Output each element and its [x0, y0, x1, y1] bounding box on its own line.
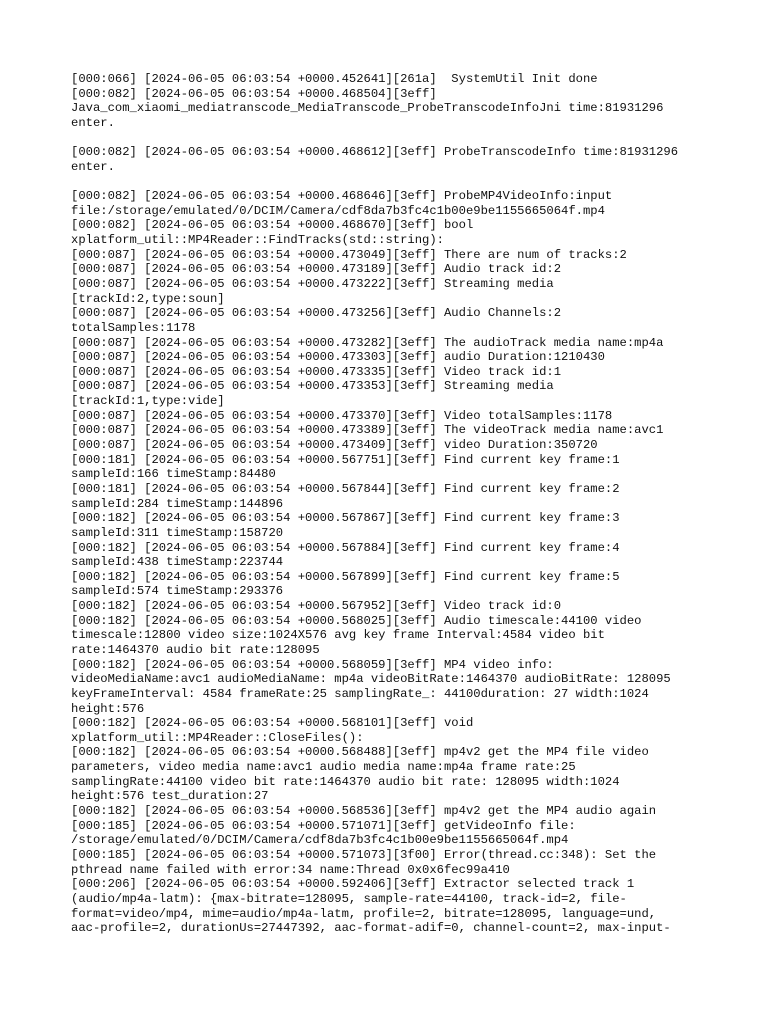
log-line: [000:066] [2024-06-05 06:03:54 +0000.452641][261a] SystemUtil Init done [71, 72, 598, 86]
log-line: [000:082] [2024-06-05 06:03:54 +0000.468504][3eff] [71, 86, 437, 101]
log-text-block [71, 72, 728, 936]
log-line: [000:206] [2024-06-05 06:03:54 +0000.592406][3eff] Extractor selected track 1 [71, 877, 635, 892]
log-line: file:/storage/emulated/0/DCIM/Camera/cdf8da7b3fc4c1b00e9be1155665064f.mp4 [71, 203, 605, 218]
log-line: [000:185] [2024-06-05 06:03:54 +0000.571071][3eff] getVideoInfo file: [71, 818, 576, 833]
log-line: xplatform_util::MP4Reader::FindTracks(std::string): [71, 233, 444, 248]
log-line: pthread name failed with error:34 name:Thread 0x0x6fec99a410 [71, 862, 510, 877]
log-line: [trackId:2,type:soun] [71, 291, 225, 306]
log-line: [000:082] [2024-06-05 06:03:54 +0000.468646][3eff] ProbeMP4VideoInfo:input [71, 189, 613, 204]
log-line: samplingRate:44100 video bit rate:1464370 audio bit rate: 128095 width:1024 [71, 774, 620, 789]
log-line: sampleId:438 timeStamp:223744 [71, 555, 284, 570]
log-line: [000:087] [2024-06-05 06:03:54 +0000.473353][3eff] Streaming media [71, 379, 554, 394]
log-line: [000:087] [2024-06-05 06:03:54 +0000.473409][3eff] video Duration:350720 [71, 438, 598, 453]
log-line: [000:082] [2024-06-05 06:03:54 +0000.468612][3eff] ProbeTranscodeInfo time:81931296 [71, 145, 679, 160]
log-line: Java_com_xiaomi_mediatranscode_MediaTranscode_ProbeTranscodeInfoJni time:81931296 [71, 101, 664, 116]
log-line: sampleId:311 timeStamp:158720 [71, 525, 284, 540]
log-line: [000:182] [2024-06-05 06:03:54 +0000.568059][3eff] MP4 video info: [71, 657, 554, 672]
log-line: height:576 test_duration:27 [71, 789, 269, 804]
log-line: [000:087] [2024-06-05 06:03:54 +0000.473282][3eff] The audioTrack media name:mp4a [71, 335, 664, 350]
log-line: [000:181] [2024-06-05 06:03:54 +0000.567751][3eff] Find current key frame:1 [71, 452, 620, 467]
log-line: videoMediaName:avc1 audioMediaName: mp4a videoBitRate:1464370 audioBitRate: 128095 [71, 672, 671, 687]
log-line: [000:182] [2024-06-05 06:03:54 +0000.567952][3eff] Video track id:0 [71, 599, 562, 614]
log-line: [000:182] [2024-06-05 06:03:54 +0000.568025][3eff] Audio timescale:44100 video [71, 613, 642, 628]
log-line: aac-profile=2, durationUs=27447392, aac-format-adif=0, channel-count=2, max-input- [71, 921, 671, 936]
log-line: [000:182] [2024-06-05 06:03:54 +0000.567884][3eff] Find current key frame:4 [71, 540, 620, 555]
log-line: (audio/mp4a-latm): {max-bitrate=128095, sample-rate=44100, track-id=2, file- [71, 891, 627, 906]
log-line: sampleId:574 timeStamp:293376 [71, 584, 284, 599]
log-line: [000:185] [2024-06-05 06:03:54 +0000.571073][3f00] Error(thread.cc:348): Set the [71, 847, 657, 862]
log-line: [000:182] [2024-06-05 06:03:54 +0000.567899][3eff] Find current key frame:5 [71, 569, 620, 584]
log-line: format=video/mp4, mime=audio/mp4a-latm, profile=2, bitrate=128095, language=und, [71, 906, 657, 921]
log-line: enter. [71, 159, 115, 174]
log-line: [000:087] [2024-06-05 06:03:54 +0000.473335][3eff] Video track id:1 [71, 364, 562, 379]
log-line: [000:087] [2024-06-05 06:03:54 +0000.473256][3eff] Audio Channels:2 [71, 306, 562, 321]
log-line: sampleId:284 timeStamp:144896 [71, 496, 284, 511]
log-line: parameters, video media name:avc1 audio media name:mp4a frame rate:25 [71, 760, 576, 775]
log-line: [000:087] [2024-06-05 06:03:54 +0000.473189][3eff] Audio track id:2 [71, 262, 562, 277]
log-line: height:576 [71, 701, 145, 716]
log-line: [000:181] [2024-06-05 06:03:54 +0000.567844][3eff] Find current key frame:2 [71, 481, 620, 496]
log-line: [000:087] [2024-06-05 06:03:54 +0000.473370][3eff] Video totalSamples:1178 [71, 408, 613, 423]
blank-line [71, 174, 728, 189]
log-line: [000:087] [2024-06-05 06:03:54 +0000.473222][3eff] Streaming media [71, 276, 554, 291]
log-line: timescale:12800 video size:1024X576 avg key frame Interval:4584 video bit [71, 628, 605, 643]
log-line: totalSamples:1178 [71, 320, 196, 335]
log-line: [000:182] [2024-06-05 06:03:54 +0000.568536][3eff] mp4v2 get the MP4 audio again [71, 804, 657, 819]
log-line: [000:182] [2024-06-05 06:03:54 +0000.567867][3eff] Find current key frame:3 [71, 511, 620, 526]
log-line: /storage/emulated/0/DCIM/Camera/cdf8da7b3fc4c1b00e9be1155665064f.mp4 [71, 833, 569, 848]
log-line: xplatform_util::MP4Reader::CloseFiles(): [71, 730, 364, 745]
log-line: enter. [71, 115, 115, 130]
log-line: [000:082] [2024-06-05 06:03:54 +0000.468670][3eff] bool [71, 218, 474, 233]
log-line: [000:182] [2024-06-05 06:03:54 +0000.568101][3eff] void [71, 716, 474, 731]
log-line: sampleId:166 timeStamp:84480 [71, 467, 276, 482]
blank-line [71, 131, 728, 146]
log-line: [000:087] [2024-06-05 06:03:54 +0000.473389][3eff] The videoTrack media name:avc1 [71, 423, 664, 438]
log-line: [000:087] [2024-06-05 06:03:54 +0000.473303][3eff] audio Duration:1210430 [71, 350, 605, 365]
log-line: [000:182] [2024-06-05 06:03:54 +0000.568488][3eff] mp4v2 get the MP4 file video [71, 745, 649, 760]
log-line: [trackId:1,type:vide] [71, 394, 225, 409]
log-line: keyFrameInterval: 4584 frameRate:25 samplingRate_: 44100duration: 27 width:1024 [71, 686, 649, 701]
log-line: rate:1464370 audio bit rate:128095 [71, 642, 320, 657]
log-line: [000:087] [2024-06-05 06:03:54 +0000.473049][3eff] There are num of tracks:2 [71, 247, 627, 262]
